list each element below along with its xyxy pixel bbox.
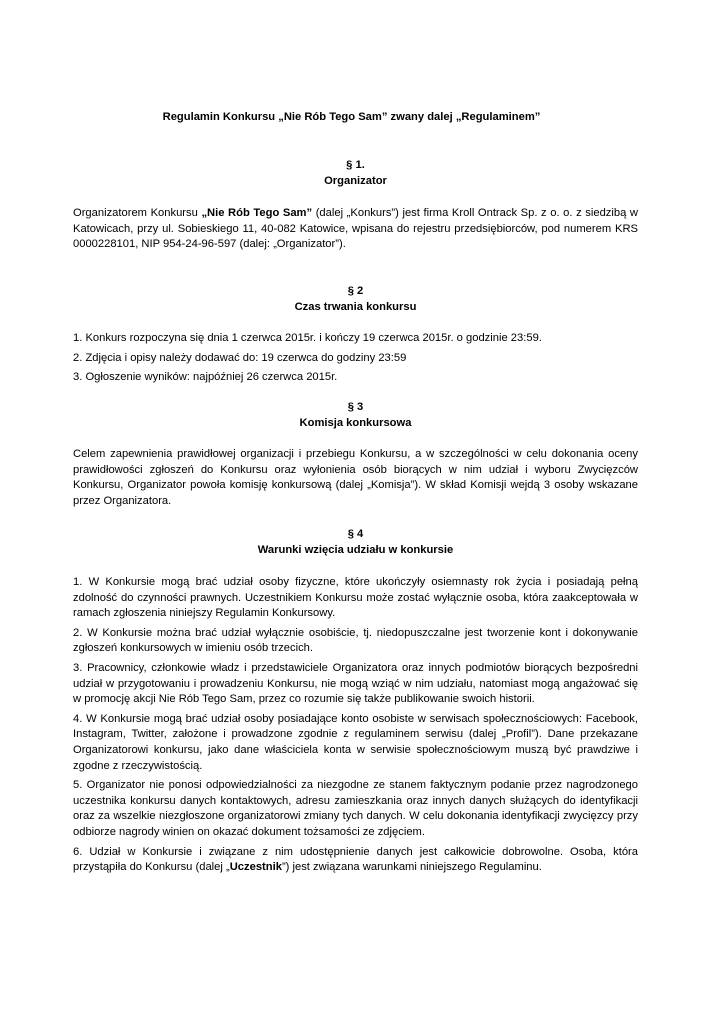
section-1-number: § 1. [346,159,365,171]
contest-name: „Nie Rób Tego Sam” [201,207,313,219]
list-item: 1. W Konkursie mogą brać udział osoby fizyczne, które ukończyły osiemnasty rok życia i posiadają pełną zdolność do czynności prawnych. Uczestnikiem Konkursu może zostać wyłącznie osoba, która zaakceptowała w ramach zgłoszenia niniejszy Regulamin Konkursowy. [73,576,638,620]
item-6-post: ”) jest związana warunkami niniejszego Regulaminu. [281,861,542,874]
section-2-heading: Czas trwania konkursu [294,300,417,313]
section-1-heading: Organizator [324,174,387,187]
list-item: 1. Konkurs rozpoczyna się dnia 1 czerwca 2015r. i kończy 19 czerwca 2015r. o godzinie 23:59. [73,332,542,344]
document-title: Regulamin Konkursu „Nie Rób Tego Sam” zwany dalej „Regulaminem” [162,111,541,123]
section-1-header [73,158,638,189]
list-item: 5. Organizator nie ponosi odpowiedzialności za niezgodne ze stanem faktycznym podanie przez nagrodzonego uczestnika konkursu danych kontaktowych, adresu zamieszkania oraz innych danych służących do identyfikacji oraz za wszelkie niezgłoszone organizatorowi zmiany tych danych. W celu dokonania identyfikacji zwycięzcy przy odbiorze nagrody winien on okazać dokument tożsamości ze zdjęciem. [73,779,638,838]
list-item [73,845,638,876]
section-4-header [73,527,638,558]
list-item: 3. Ogłoszenie wyników: najpóźniej 26 czerwca 2015r. [73,371,338,384]
section-2-list [73,331,638,386]
section-3-header [73,400,638,431]
list-item: 4. W Konkursie mogą brać udział osoby posiadające konto osobiste w serwisach społecznościowych: Facebook, Instagram, Twitter, założone i prowadzone zgodnie z regulaminem serwisu (dalej „Profil”). Dane przekazane Organizatorowi konkursu, jako dane właściciela konta w serwisie społecznościowym muszą być prawdziwe i zgodne z rzeczywistością. [73,712,638,772]
list-item: 3. Pracownicy, członkowie władz i przedstawiciele Organizatora oraz innych podmiotów biorących bezpośredni udział w przygotowaniu i prowadzeniu Konkursu, nie mogą wziąć w nim udziału, natomiast mogą angażować się w promocję akcji Nie Rób Tego Sam, przez co rozumie się także publikowanie swoich historii. [73,661,638,706]
section-3-heading: Komisja konkursowa [299,416,412,429]
section-3-number: § 3 [347,401,364,413]
section-4-number: § 4 [347,528,364,540]
item-6-pre: 6. Udział w Konkursie i związane z nim udostępnienie danych jest całkowicie dobrowolne. Osoba, która przystąpiła do Konkursu (dalej „ [73,845,638,874]
list-item: 2. W Konkursie można brać udział wyłącznie osobiście, tj. niedopuszczalne jest tworzenie kont i dokonywanie zgłoszeń konkursowych w imieniu osób trzecich. [73,626,638,655]
list-item: 2. Zdjęcia i opisy należy dodawać do: 19 czerwca do godziny 23:59 [73,351,407,364]
section-4-list [73,575,638,876]
section-1-text-pre: Organizatorem Konkursu [73,207,202,219]
section-2-number: § 2 [347,285,364,297]
section-1-text-post: (dalej „Konkurs”) jest firma Kroll Ontrack Sp. z o. o. z siedzibą w Katowicach, przy ul. Sobieskiego 11, 40-082 Katowice, wpisana do rejestru przedsiębiorców, pod numerem KRS 0000228101, NIP 954-24-96-597 (dalej: „Organizator”). [73,207,638,251]
section-3-text: Celem zapewnienia prawidłowej organizacji i przebiegu Konkursu, a w szczególności w celu dokonania oceny prawidłowości zgłoszeń do Konkursu oraz wyłonienia osób biorących w nim udział i wyboru Zwycięzców Konkursu, Organizator powoła komisję konkursową (dalej „Komisja”). W skład Komisji wejdą 3 osoby wskazane przez Organizatora. [73,448,638,507]
section-1-text [73,206,638,253]
participant-term: Uczestnik [229,861,282,874]
section-4-heading: Warunki wzięcia udziału w konkursie [257,543,454,556]
section-2-header [73,284,638,315]
